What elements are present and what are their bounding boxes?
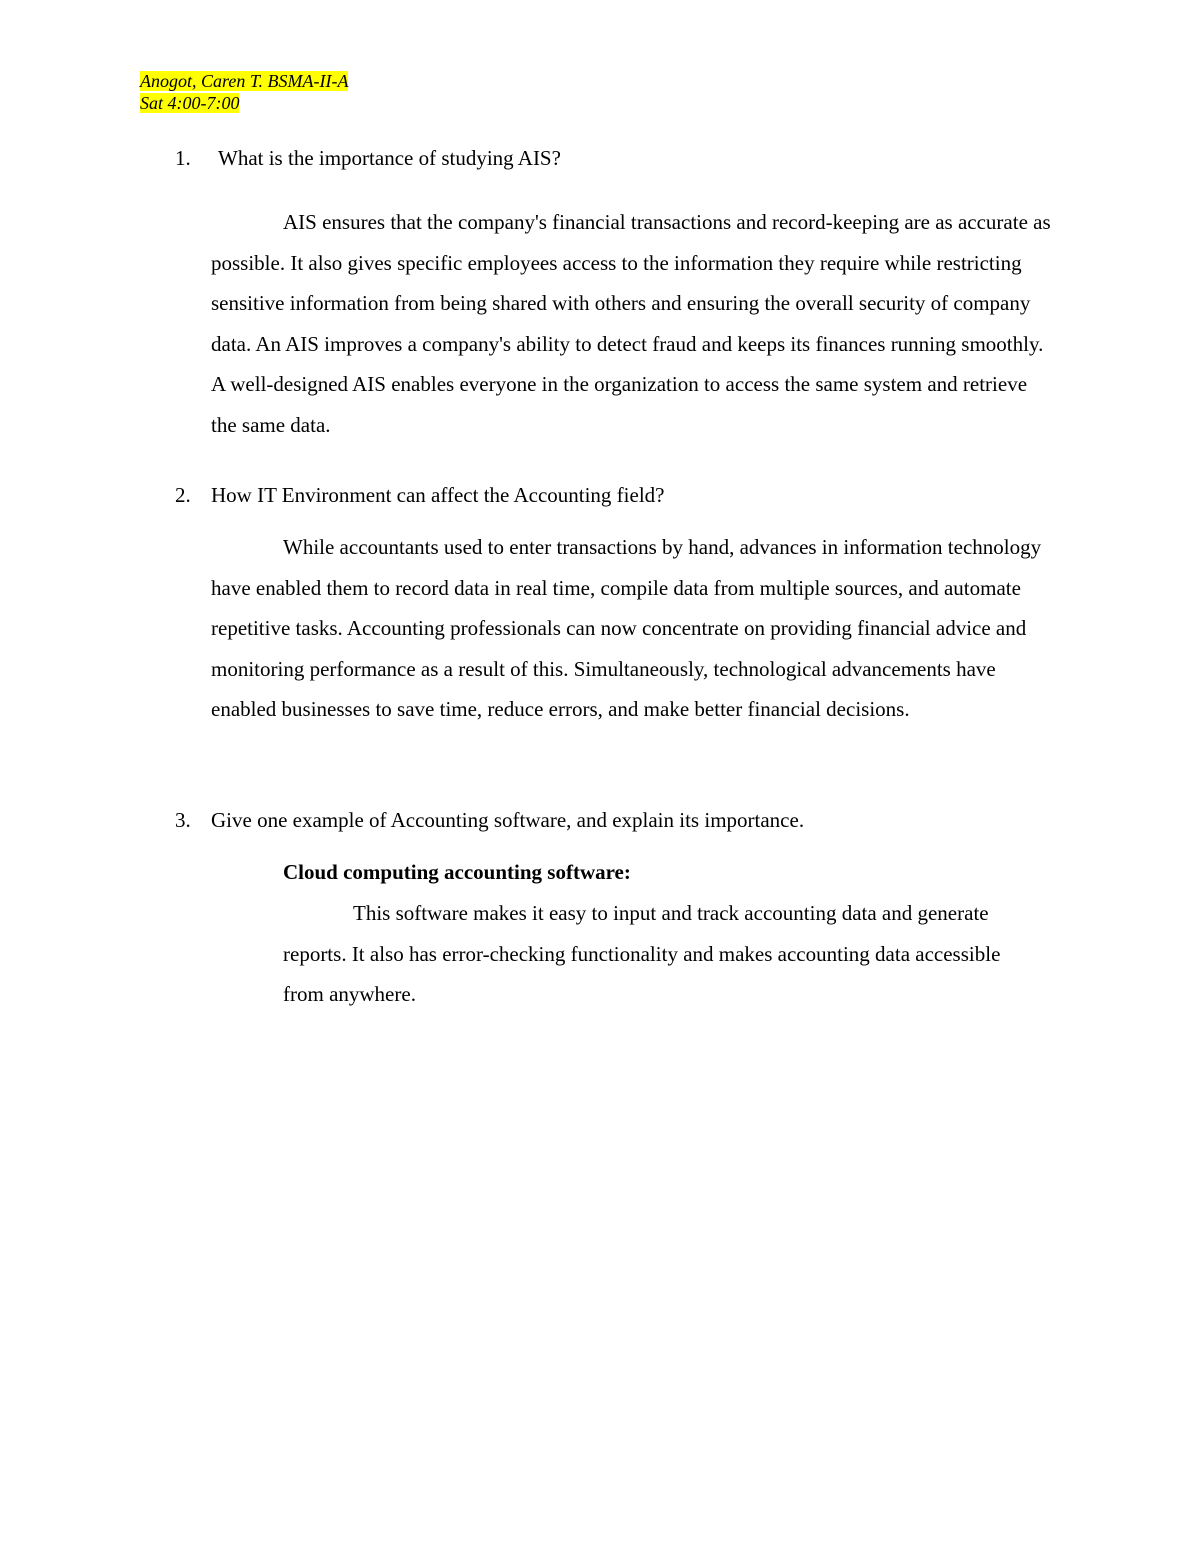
student-info-header	[140, 70, 348, 114]
question-3	[175, 807, 1075, 833]
question-1	[175, 145, 1075, 171]
answer-2: While accountants used to enter transactions by hand, advances in information technology have enabled them to record data in real time, compile data from multiple sources, and automate repetitive tasks. Accounting professionals can now concentrate on providing financial advice and monitoring performance as a result of this. Simultaneously, technological advancements have enabled businesses to save time, reduce errors, and make better financial decisions.	[211, 535, 1042, 722]
software-example-heading: Cloud computing accounting software:	[283, 860, 631, 884]
question-2	[175, 482, 1075, 508]
question-text: What is the importance of studying AIS?	[218, 146, 561, 170]
answer-3: This software makes it easy to input and track accounting data and generate reports. It also has error-checking functionality and makes accounting data accessible from anywhere.	[283, 901, 1001, 1007]
question-text: How IT Environment can affect the Accounting field?	[211, 483, 665, 507]
question-text: Give one example of Accounting software, and explain its importance.	[211, 808, 805, 832]
schedule-line: Sat 4:00-7:00	[140, 93, 240, 113]
question-number: 2.	[175, 483, 191, 507]
question-number: 1.	[175, 146, 191, 170]
answer-1: AIS ensures that the company's financial transactions and record-keeping are as accurate as possible. It also gives specific employees access to the information they require while restricting sensitive information from being shared with others and ensuring the overall security of company data. An AIS improves a company's ability to detect fraud and keeps its finances running smoothly. A well-designed AIS enables everyone in the organization to access the same system and retrieve the same data.	[211, 210, 1051, 437]
question-number: 3.	[175, 808, 191, 832]
student-name-line: Anogot, Caren T. BSMA-II-A	[140, 71, 349, 91]
